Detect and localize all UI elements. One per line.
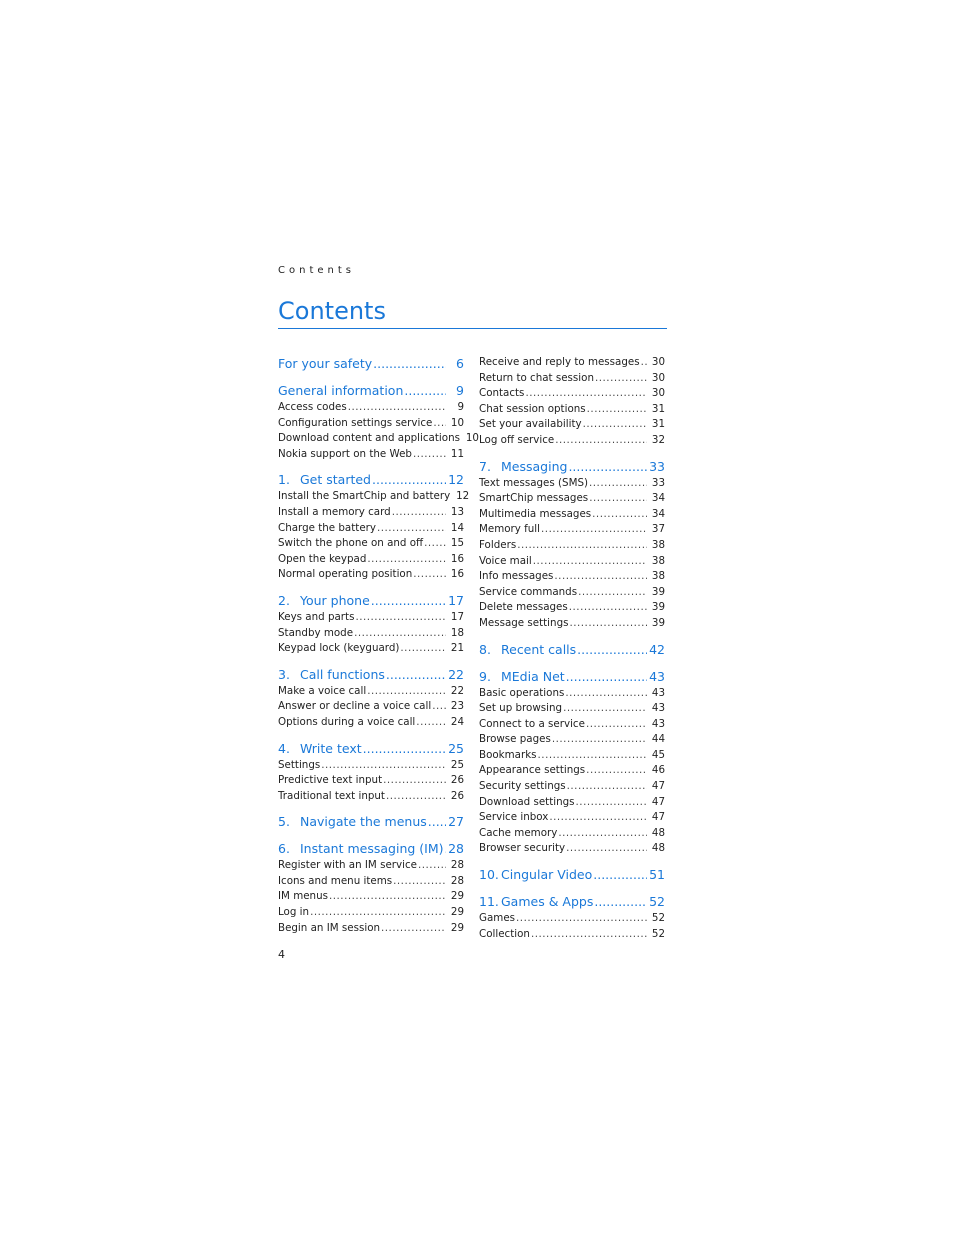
entry-page: 16 (450, 568, 464, 581)
entry-page: 34 (651, 492, 665, 505)
toc-chapter-link[interactable] (479, 668, 665, 686)
entry-page: 26 (450, 774, 464, 787)
entry-label: Collection (479, 927, 530, 940)
chapter-number: 7. (479, 458, 491, 474)
dot-leader (569, 600, 647, 616)
chapter-page: 22 (448, 666, 464, 682)
dot-leader (566, 841, 647, 857)
chapter-title: Games & Apps (501, 894, 594, 910)
toc-section (479, 866, 665, 884)
chapter-page: 9 (456, 383, 464, 398)
dot-leader (583, 417, 647, 433)
entry-label: Cache memory (479, 826, 558, 839)
dot-leader (641, 355, 647, 371)
toc-entry-link[interactable] (479, 476, 665, 492)
entry-label: Settings (278, 758, 321, 771)
entry-page: 31 (651, 402, 665, 415)
dot-leader (424, 536, 446, 552)
entry-page: 39 (651, 601, 665, 614)
chapter-page: 42 (649, 641, 665, 657)
entry-label: Nokia support on the Web (278, 447, 412, 460)
entry-page: 14 (450, 521, 464, 534)
dot-leader (586, 763, 647, 779)
entry-page: 23 (450, 700, 464, 713)
toc-chapter-link[interactable] (278, 355, 464, 373)
dot-leader (354, 626, 446, 642)
toc-section (278, 355, 464, 373)
dot-leader (367, 684, 446, 700)
dot-leader (533, 554, 647, 570)
dot-leader (367, 552, 446, 568)
toc-entry-link[interactable] (479, 386, 665, 402)
toc-chapter-link[interactable] (278, 840, 464, 858)
chapter-title: Cingular Video (501, 867, 593, 883)
toc-entry-link[interactable] (278, 874, 464, 890)
toc-entry-link[interactable] (479, 355, 665, 371)
toc-entry-link[interactable] (479, 538, 665, 554)
dot-leader (578, 585, 647, 601)
entry-page: 28 (450, 874, 464, 887)
toc-entry-link[interactable] (479, 763, 665, 779)
entry-page: 9 (457, 401, 464, 413)
entry-label: Traditional text input (278, 789, 385, 802)
toc-section (278, 592, 464, 657)
dot-leader (393, 874, 446, 890)
dot-leader (594, 893, 647, 911)
toc-entry-link[interactable] (479, 911, 665, 927)
entry-page: 18 (450, 626, 464, 639)
dot-leader (386, 789, 446, 805)
entry-label: Configuration settings service (278, 416, 433, 429)
toc-entry-link[interactable] (278, 789, 464, 805)
toc-chapter-link[interactable] (278, 740, 464, 758)
entry-label: Install the SmartChip and battery (278, 490, 451, 503)
chapter-title: Call functions (300, 666, 385, 682)
dot-leader (569, 616, 647, 632)
chapter-title: Recent calls (501, 641, 577, 657)
dot-leader (593, 866, 647, 884)
toc-entry-link[interactable] (278, 889, 464, 905)
toc-section (479, 668, 665, 858)
entry-label: Voice mail (479, 554, 532, 567)
dot-leader (321, 758, 446, 774)
page-number: 4 (278, 948, 285, 961)
dot-leader (416, 715, 446, 731)
toc-chapter-link[interactable] (479, 458, 665, 476)
entry-page: 29 (450, 921, 464, 934)
dot-leader (386, 666, 446, 684)
toc-entry-link[interactable] (278, 641, 464, 657)
toc-section (278, 382, 479, 462)
toc-entry-link[interactable] (278, 431, 479, 447)
dot-leader (310, 905, 446, 921)
entry-page: 11 (450, 447, 464, 460)
entry-label: Service commands (479, 585, 578, 598)
chapter-title: MEdia Net (501, 668, 565, 684)
toc-entry-link[interactable] (479, 491, 665, 507)
toc-entry-link[interactable] (278, 505, 464, 521)
entry-page: 45 (651, 748, 665, 761)
dot-leader (541, 522, 647, 538)
chapter-number: 5. (278, 814, 290, 830)
entry-label: Keys and parts (278, 610, 355, 623)
dot-leader (371, 592, 446, 610)
chapter-number: 9. (479, 668, 491, 684)
toc-section (479, 355, 665, 449)
entry-label: Contacts (479, 387, 525, 400)
toc-entry-link[interactable] (479, 585, 665, 601)
entry-label: Memory full (479, 523, 541, 536)
entry-page: 30 (651, 371, 665, 384)
dot-leader (563, 701, 647, 717)
chapter-number: 8. (479, 641, 491, 657)
entry-page: 48 (651, 842, 665, 855)
toc-entry-link[interactable] (479, 841, 665, 857)
toc-entry-link[interactable] (278, 905, 464, 921)
entry-page: 22 (450, 684, 464, 697)
entry-page: 38 (651, 554, 665, 567)
dot-leader (445, 840, 447, 858)
chapter-title: For your safety (278, 356, 373, 371)
toc-entry-link[interactable] (479, 732, 665, 748)
entry-label: Open the keypad (278, 552, 367, 565)
entry-page: 25 (450, 758, 464, 771)
dot-leader (413, 567, 446, 583)
entry-page: 31 (651, 418, 665, 431)
entry-label: Normal operating position (278, 568, 413, 581)
entry-page: 48 (651, 826, 665, 839)
chapter-number: 3. (278, 666, 290, 682)
dot-leader (383, 773, 446, 789)
dot-leader (348, 400, 446, 416)
toc-entry-link[interactable] (278, 921, 464, 937)
entry-page: 47 (651, 795, 665, 808)
dot-leader (432, 699, 446, 715)
dot-leader (392, 505, 446, 521)
entry-page: 37 (651, 523, 665, 536)
dot-leader (531, 927, 647, 943)
entry-label: Log off service (479, 433, 555, 446)
entry-page: 13 (450, 505, 464, 518)
toc-entry-link[interactable] (479, 779, 665, 795)
toc-entry-link[interactable] (479, 417, 665, 433)
entry-page: 32 (651, 433, 665, 446)
chapter-number: 10. (479, 867, 499, 883)
entry-page: 28 (450, 859, 464, 872)
dot-leader (568, 458, 647, 476)
dot-leader (525, 386, 647, 402)
entry-label: Browser security (479, 842, 566, 855)
entry-label: Answer or decline a voice call (278, 700, 432, 713)
entry-label: Download settings (479, 795, 575, 808)
chapter-number: 4. (278, 740, 290, 756)
entry-label: Set your availability (479, 418, 582, 431)
toc-entry-link[interactable] (479, 554, 665, 570)
chapter-page: 6 (456, 356, 464, 371)
chapter-page: 27 (448, 814, 464, 830)
toc-entry-link[interactable] (479, 717, 665, 733)
entry-label: Access codes (278, 401, 347, 413)
entry-label: Security settings (479, 780, 566, 793)
toc-entry-link[interactable] (278, 567, 464, 583)
entry-label: Multimedia messages (479, 507, 592, 520)
entry-label: Predictive text input (278, 774, 383, 787)
dot-leader (428, 813, 446, 831)
dot-leader (538, 748, 647, 764)
chapter-page: 52 (649, 894, 665, 910)
entry-page: 10 (465, 432, 479, 445)
dot-leader (586, 717, 647, 733)
toc-entry-link[interactable] (479, 402, 665, 418)
entry-page: 44 (651, 733, 665, 746)
dot-leader (372, 471, 446, 489)
chapter-title: Instant messaging (IM) (300, 841, 444, 857)
entry-label: Basic operations (479, 686, 565, 699)
entry-label: Chat session options (479, 402, 586, 415)
entry-label: Service inbox (479, 811, 549, 824)
toc-entry-link[interactable] (278, 610, 464, 626)
title-rule (278, 328, 667, 329)
toc-entry-link[interactable] (479, 616, 665, 632)
dot-leader (592, 507, 647, 523)
entry-page: 38 (651, 538, 665, 551)
dot-leader (355, 610, 446, 626)
entry-label: Set up browsing (479, 702, 563, 715)
dot-leader (558, 826, 647, 842)
entry-label: Message settings (479, 616, 569, 629)
entry-label: Games (479, 912, 516, 925)
dot-leader (517, 538, 647, 554)
toc-entry-link[interactable] (479, 600, 665, 616)
entry-label: Bookmarks (479, 748, 537, 761)
entry-label: Switch the phone on and off (278, 537, 424, 550)
toc-chapter-link[interactable] (479, 893, 665, 911)
toc-entry-link[interactable] (278, 758, 464, 774)
entry-label: SmartChip messages (479, 492, 589, 505)
entry-label: Make a voice call (278, 684, 367, 697)
dot-leader (577, 641, 647, 659)
chapter-title: Messaging (501, 458, 568, 474)
toc-entry-link[interactable] (479, 795, 665, 811)
chapter-page: 17 (448, 592, 464, 608)
dot-leader (516, 911, 647, 927)
chapter-title: Navigate the menus (300, 814, 427, 830)
entry-page: 47 (651, 811, 665, 824)
chapter-page: 51 (649, 867, 665, 883)
toc-entry-link[interactable] (479, 810, 665, 826)
entry-label: Standby mode (278, 626, 354, 639)
toc-section (479, 641, 665, 659)
toc-chapter-link[interactable] (278, 666, 464, 684)
toc-chapter-link[interactable] (278, 592, 464, 610)
toc-entry-link[interactable] (278, 715, 464, 731)
entry-label: Folders (479, 538, 517, 551)
dot-leader (589, 476, 647, 492)
entry-page: 46 (651, 764, 665, 777)
dot-leader (329, 889, 446, 905)
dot-leader (381, 921, 446, 937)
entry-label: Begin an IM session (278, 921, 381, 934)
toc-entry-link[interactable] (479, 686, 665, 702)
toc-entry-link[interactable] (278, 699, 464, 715)
toc-section (278, 471, 470, 583)
entry-label: IM menus (278, 890, 328, 903)
entry-page: 26 (450, 789, 464, 802)
dot-leader (363, 740, 446, 758)
toc-entry-link[interactable] (278, 536, 464, 552)
entry-page: 10 (450, 416, 464, 429)
dot-leader (549, 810, 647, 826)
toc-left-column (278, 355, 479, 945)
page-title: Contents (278, 297, 386, 325)
entry-page: 38 (651, 570, 665, 583)
chapter-title: Your phone (300, 592, 370, 608)
toc-entry-link[interactable] (479, 701, 665, 717)
entry-label: Download content and applications (278, 432, 460, 445)
toc-entry-link[interactable] (479, 569, 665, 585)
dot-leader (404, 382, 446, 400)
entry-page: 29 (450, 906, 464, 919)
toc-entry-link[interactable] (278, 521, 464, 537)
dot-leader (552, 732, 647, 748)
toc-entry-link[interactable] (479, 927, 665, 943)
chapter-page: 12 (448, 472, 464, 488)
dot-leader (576, 795, 647, 811)
dot-leader (433, 416, 446, 432)
dot-leader (555, 433, 647, 449)
toc-chapter-link[interactable] (479, 866, 665, 884)
entry-label: Return to chat session (479, 371, 594, 384)
dot-leader (566, 668, 647, 686)
dot-leader (418, 858, 446, 874)
dot-leader (565, 686, 647, 702)
entry-page: 52 (651, 912, 665, 925)
toc-section (479, 893, 665, 942)
running-header: Contents (278, 265, 355, 276)
toc-entry-link[interactable] (479, 507, 665, 523)
entry-page: 17 (450, 610, 464, 623)
toc-chapter-link[interactable] (479, 641, 665, 659)
entry-label: Connect to a service (479, 717, 585, 730)
entry-label: Charge the battery (278, 521, 376, 534)
dot-leader (400, 641, 446, 657)
entry-page: 30 (651, 387, 665, 400)
entry-label: Text messages (SMS) (479, 476, 589, 489)
toc-entry-link[interactable] (278, 684, 464, 700)
toc-section (278, 740, 464, 805)
dot-leader (413, 447, 446, 463)
chapter-page: 43 (649, 668, 665, 684)
toc-chapter-link[interactable] (278, 471, 464, 489)
entry-page: 43 (651, 686, 665, 699)
entry-label: Options during a voice call (278, 715, 416, 728)
toc-entry-link[interactable] (479, 371, 665, 387)
toc-section (479, 458, 665, 632)
chapter-page: 25 (448, 740, 464, 756)
chapter-page: 33 (649, 458, 665, 474)
toc-entry-link[interactable] (278, 400, 464, 416)
entry-page: 16 (450, 552, 464, 565)
dot-leader (589, 491, 647, 507)
toc-entry-link[interactable] (479, 522, 665, 538)
entry-page: 33 (651, 476, 665, 489)
entry-label: Icons and menu items (278, 874, 393, 887)
entry-page: 43 (651, 717, 665, 730)
toc-entry-link[interactable] (278, 489, 470, 505)
dot-leader (587, 402, 647, 418)
toc-chapter-link[interactable] (278, 813, 464, 831)
chapter-title: Write text (300, 740, 362, 756)
toc-entry-link[interactable] (278, 858, 464, 874)
dot-leader (595, 371, 647, 387)
entry-page: 15 (450, 537, 464, 550)
toc-right-column (479, 355, 665, 951)
chapter-title: General information (278, 383, 404, 398)
entry-page: 24 (450, 715, 464, 728)
toc-entry-link[interactable] (479, 433, 665, 449)
entry-page: 12 (456, 490, 470, 503)
dot-leader (373, 355, 446, 373)
entry-label: Appearance settings (479, 764, 586, 777)
entry-label: Receive and reply to messages (479, 356, 640, 368)
toc-section (278, 840, 464, 936)
dot-leader (377, 521, 446, 537)
toc-entry-link[interactable] (278, 447, 464, 463)
entry-page: 39 (651, 616, 665, 629)
dot-leader (567, 779, 647, 795)
entry-page: 39 (651, 585, 665, 598)
entry-label: Browse pages (479, 733, 551, 746)
chapter-number: 11. (479, 894, 499, 910)
entry-page: 34 (651, 507, 665, 520)
toc-entry-link[interactable] (278, 626, 464, 642)
entry-page: 21 (450, 642, 464, 655)
toc-chapter-link[interactable] (278, 382, 464, 400)
entry-page: 52 (651, 927, 665, 940)
chapter-page: 28 (448, 841, 464, 857)
toc-section (278, 666, 464, 731)
toc-entry-link[interactable] (479, 748, 665, 764)
chapter-title: Get started (300, 472, 371, 488)
entry-label: Register with an IM service (278, 859, 417, 872)
toc-section (278, 813, 464, 831)
entry-page: 43 (651, 702, 665, 715)
toc-entry-link[interactable] (278, 416, 464, 432)
entry-page: 47 (651, 780, 665, 793)
chapter-number: 2. (278, 592, 290, 608)
entry-page: 30 (651, 356, 665, 368)
entry-label: Install a memory card (278, 505, 391, 518)
entry-label: Info messages (479, 570, 554, 583)
chapter-number: 1. (278, 472, 290, 488)
toc-entry-link[interactable] (278, 773, 464, 789)
toc-entry-link[interactable] (278, 552, 464, 568)
chapter-number: 6. (278, 841, 290, 857)
entry-label: Delete messages (479, 601, 568, 614)
entry-label: Keypad lock (keyguard) (278, 642, 400, 655)
entry-page: 29 (450, 890, 464, 903)
entry-label: Log in (278, 906, 310, 919)
toc-entry-link[interactable] (479, 826, 665, 842)
dot-leader (554, 569, 647, 585)
